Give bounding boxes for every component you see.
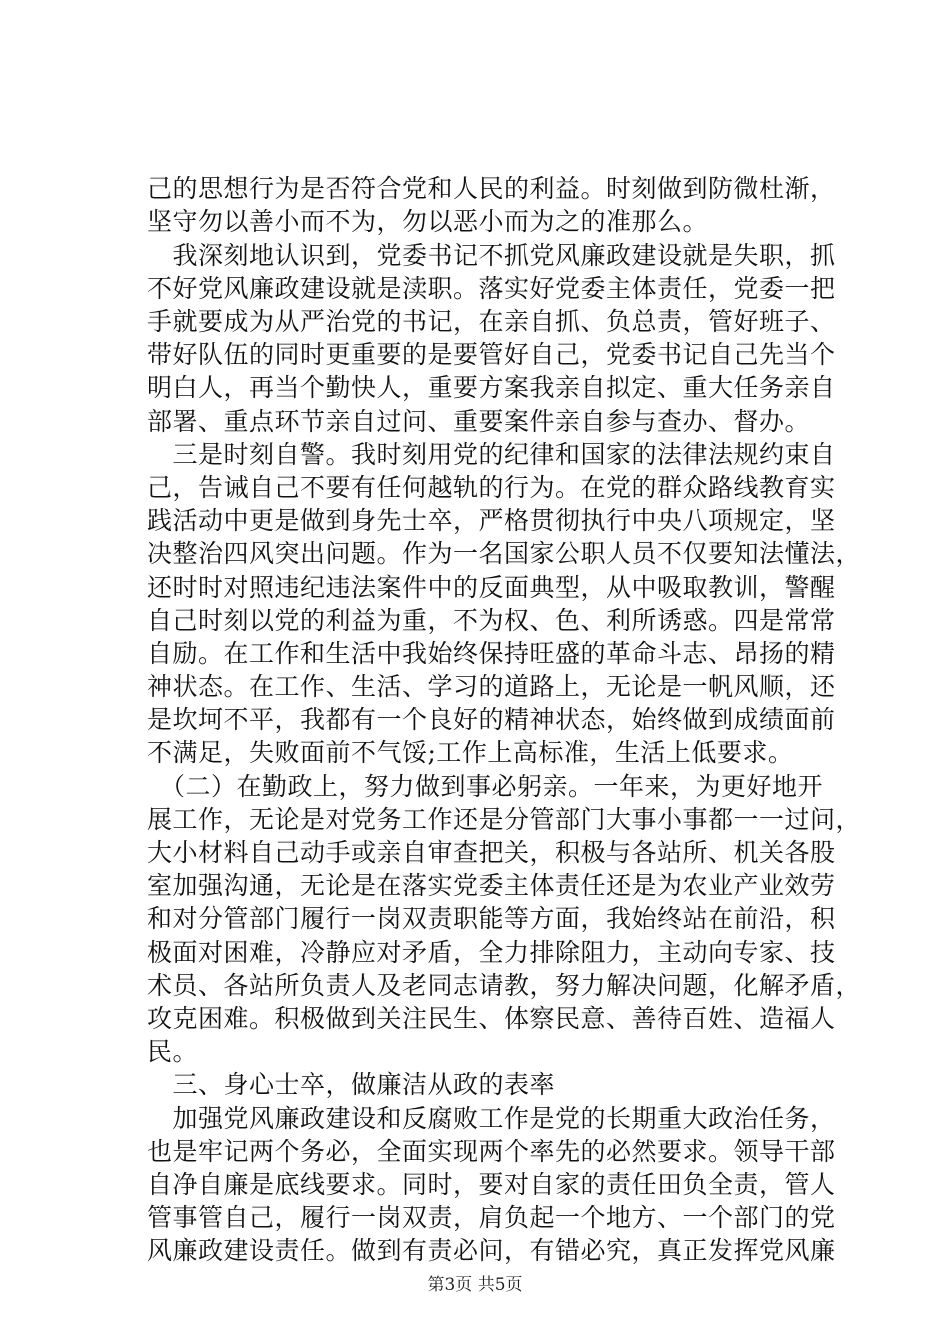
text-line: 决整治四风突出问题。作为一名国家公职人员不仅要知法懂法， bbox=[147, 539, 862, 568]
text-line: 攻克困难。积极做到关注民生、体察民意、善待百姓、造福人 bbox=[147, 1004, 836, 1033]
text-line: 自净自廉是底线要求。同时，要对自家的责任田负全责，管人 bbox=[147, 1170, 836, 1199]
text-line: 展工作，无论是对党务工作还是分管部门大事小事都一一过问， bbox=[147, 805, 862, 834]
text-line: 民。 bbox=[147, 1037, 199, 1066]
text-line: 不好党风廉政建设就是渎职。落实好党委主体责任，党委一把 bbox=[147, 274, 836, 303]
text-line: 风廉政建设责任。做到有责必问，有错必究，真正发挥党风廉 bbox=[147, 1236, 836, 1265]
text-line: 是坎坷不平，我都有一个良好的精神状态，始终做到成绩面前 bbox=[147, 705, 836, 734]
text-line: 手就要成为从严治党的书记，在亲自抓、负总责，管好班子、 bbox=[147, 307, 836, 336]
text-line: 神状态。在工作、生活、学习的道路上，无论是一帆风顺，还 bbox=[147, 672, 836, 701]
text-line: 大小材料自己动手或亲自审查把关，积极与各站所、机关各股 bbox=[147, 838, 836, 867]
text-line: 己的思想行为是否符合党和人民的利益。时刻做到防微杜渐， bbox=[147, 174, 836, 203]
text-line: 三是时刻自警。我时刻用党的纪律和国家的法律法规约束自 bbox=[147, 440, 836, 469]
text-line: 管事管自己，履行一岗双责，肩负起一个地方、一个部门的党 bbox=[147, 1203, 836, 1232]
text-line: 我深刻地认识到，党委书记不抓党风廉政建设就是失职，抓 bbox=[147, 241, 836, 270]
text-line: （二）在勤政上，努力做到事必躬亲。一年来，为更好地开 bbox=[147, 772, 824, 801]
text-line: 极面对困难，冷静应对矛盾，全力排除阻力，主动向专家、技 bbox=[147, 938, 836, 967]
text-line: 坚守勿以善小而不为，勿以恶小而为之的准那么。 bbox=[147, 207, 709, 236]
page-number-footer: 第3页 共5页 bbox=[427, 1275, 523, 1295]
text-line: 室加强沟通，无论是在落实党委主体责任还是为农业产业效劳 bbox=[147, 871, 836, 900]
text-line: 还时时对照违纪违法案件中的反面典型，从中吸取教训，警醒 bbox=[147, 573, 836, 602]
text-line: 加强党风廉政建设和反腐败工作是党的长期重大政治任务， bbox=[147, 1104, 836, 1133]
text-line: 自励。在工作和生活中我始终保持旺盛的革命斗志、昂扬的精 bbox=[147, 639, 836, 668]
text-line: 不满足，失败面前不气馁;工作上高标准，生活上低要求。 bbox=[147, 738, 794, 767]
text-line: 带好队伍的同时更重要的是要管好自己，党委书记自己先当个 bbox=[147, 340, 836, 369]
text-line: 践活动中更是做到身先士卒，严格贯彻执行中央八项规定，坚 bbox=[147, 506, 836, 535]
text-line: 自己时刻以党的利益为重，不为权、色、利所诱惑。四是常常 bbox=[147, 606, 836, 635]
text-line: 己，告诫自己不要有任何越轨的行为。在党的群众路线教育实 bbox=[147, 473, 836, 502]
section-heading: 三、身心士卒，做廉洁从政的表率 bbox=[147, 1070, 556, 1099]
text-line: 也是牢记两个务必，全面实现两个率先的必然要求。领导干部 bbox=[147, 1137, 836, 1166]
text-line: 明白人，再当个勤快人，重要方案我亲自拟定、重大任务亲自 bbox=[147, 373, 836, 402]
text-line: 和对分管部门履行一岗双责职能等方面，我始终站在前沿，积 bbox=[147, 904, 836, 933]
text-line: 部署、重点环节亲自过问、重要案件亲自参与查办、督办。 bbox=[147, 407, 811, 436]
text-line: 术员、各站所负责人及老同志请教，努力解决问题，化解矛盾， bbox=[147, 971, 862, 1000]
